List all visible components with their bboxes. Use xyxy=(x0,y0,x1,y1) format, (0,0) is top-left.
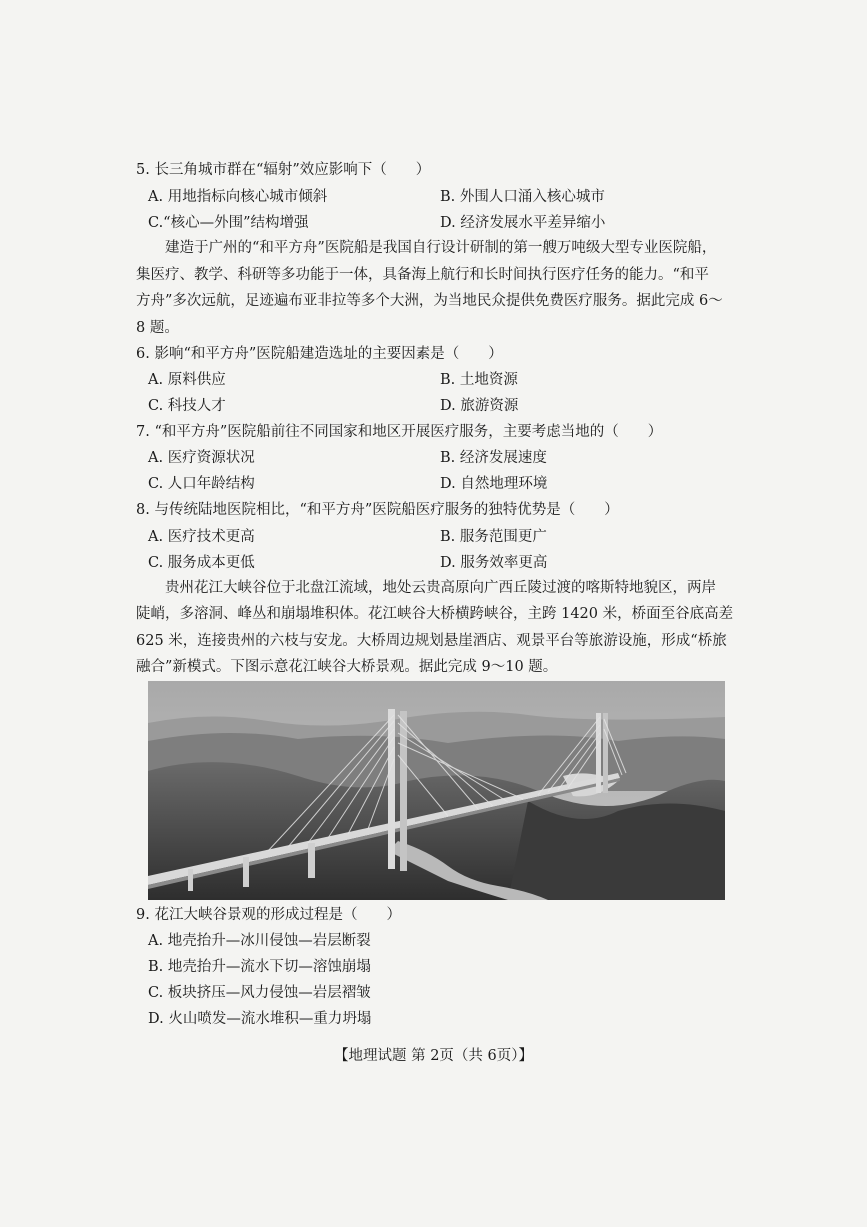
question-5-option-d: D. 经济发展水平差异缩小 xyxy=(440,215,606,231)
question-5-stem: 5. 长三角城市群在“辐射”效应影响下（ ） xyxy=(136,162,431,178)
question-6-option-d: D. 旅游资源 xyxy=(440,398,519,414)
question-5-option-a: A. 用地指标向核心城市倾斜 xyxy=(148,189,328,205)
question-8-option-c: C. 服务成本更低 xyxy=(148,555,255,571)
passage-2-line-2: 陡峭，多溶洞、峰丛和崩塌堆积体。花江峡谷大桥横跨峡谷，主跨 1420 米，桥面至谷底高差 xyxy=(136,606,734,622)
question-6-stem: 6. 影响“和平方舟”医院船建造选址的主要因素是（ ） xyxy=(136,346,503,362)
bridge-landscape-illustration xyxy=(148,681,725,900)
question-7-option-c: C. 人口年龄结构 xyxy=(148,476,255,492)
passage-1-line-1: 建造于广州的“和平方舟”医院船是我国自行设计研制的第一艘万吨级大型专业医院船， xyxy=(165,240,717,256)
question-6-option-a: A. 原料供应 xyxy=(148,372,226,388)
question-9-option-d: D. 火山喷发—流水堆积—重力坍塌 xyxy=(148,1011,372,1027)
passage-2-line-4: 融合”新模式。下图示意花江峡谷大桥景观。据此完成 9～10 题。 xyxy=(136,659,558,675)
passage-1-line-3: 方舟”多次远航，足迹遍布亚非拉等多个大洲，为当地民众提供免费医疗服务。据此完成 6～ xyxy=(136,293,723,309)
question-8-option-b: B. 服务范围更广 xyxy=(440,529,547,545)
passage-2-line-1: 贵州花江大峡谷位于北盘江流域，地处云贵高原向广西丘陵过渡的喀斯特地貌区，两岸 xyxy=(165,580,716,596)
question-5-option-c: C.“核心—外围”结构增强 xyxy=(148,215,309,231)
question-8-option-d: D. 服务效率更高 xyxy=(440,555,548,571)
question-7-option-d: D. 自然地理环境 xyxy=(440,476,548,492)
question-7-option-a: A. 医疗资源状况 xyxy=(148,450,255,466)
passage-2-line-3: 625 米，连接贵州的六枝与安龙。大桥周边规划悬崖酒店、观景平台等旅游设施，形成“桥旅 xyxy=(136,633,727,649)
question-9-stem: 9. 花江大峡谷景观的形成过程是（ ） xyxy=(136,907,401,923)
page-footer: 【地理试题 第 2页（共 6页）】 xyxy=(333,1048,534,1064)
question-9-option-a: A. 地壳抬升—冰川侵蚀—岩层断裂 xyxy=(148,933,371,949)
question-5-option-b: B. 外围人口涌入核心城市 xyxy=(440,189,605,205)
question-7-stem: 7. “和平方舟”医院船前往不同国家和地区开展医疗服务，主要考虑当地的（ ） xyxy=(136,424,663,440)
question-7-option-b: B. 经济发展速度 xyxy=(440,450,547,466)
passage-1-line-4: 8 题。 xyxy=(136,320,179,336)
question-8-option-a: A. 医疗技术更高 xyxy=(148,529,255,545)
question-6-option-c: C. 科技人才 xyxy=(148,398,226,414)
passage-1-line-2: 集医疗、教学、科研等多功能于一体，具备海上航行和长时间执行医疗任务的能力。“和平 xyxy=(136,267,709,283)
question-8-stem: 8. 与传统陆地医院相比，“和平方舟”医院船医疗服务的独特优势是（ ） xyxy=(136,502,619,518)
question-9-option-c: C. 板块挤压—风力侵蚀—岩层褶皱 xyxy=(148,985,371,1001)
bridge-photo xyxy=(148,681,725,900)
question-9-option-b: B. 地壳抬升—流水下切—溶蚀崩塌 xyxy=(148,959,371,975)
question-6-option-b: B. 土地资源 xyxy=(440,372,518,388)
